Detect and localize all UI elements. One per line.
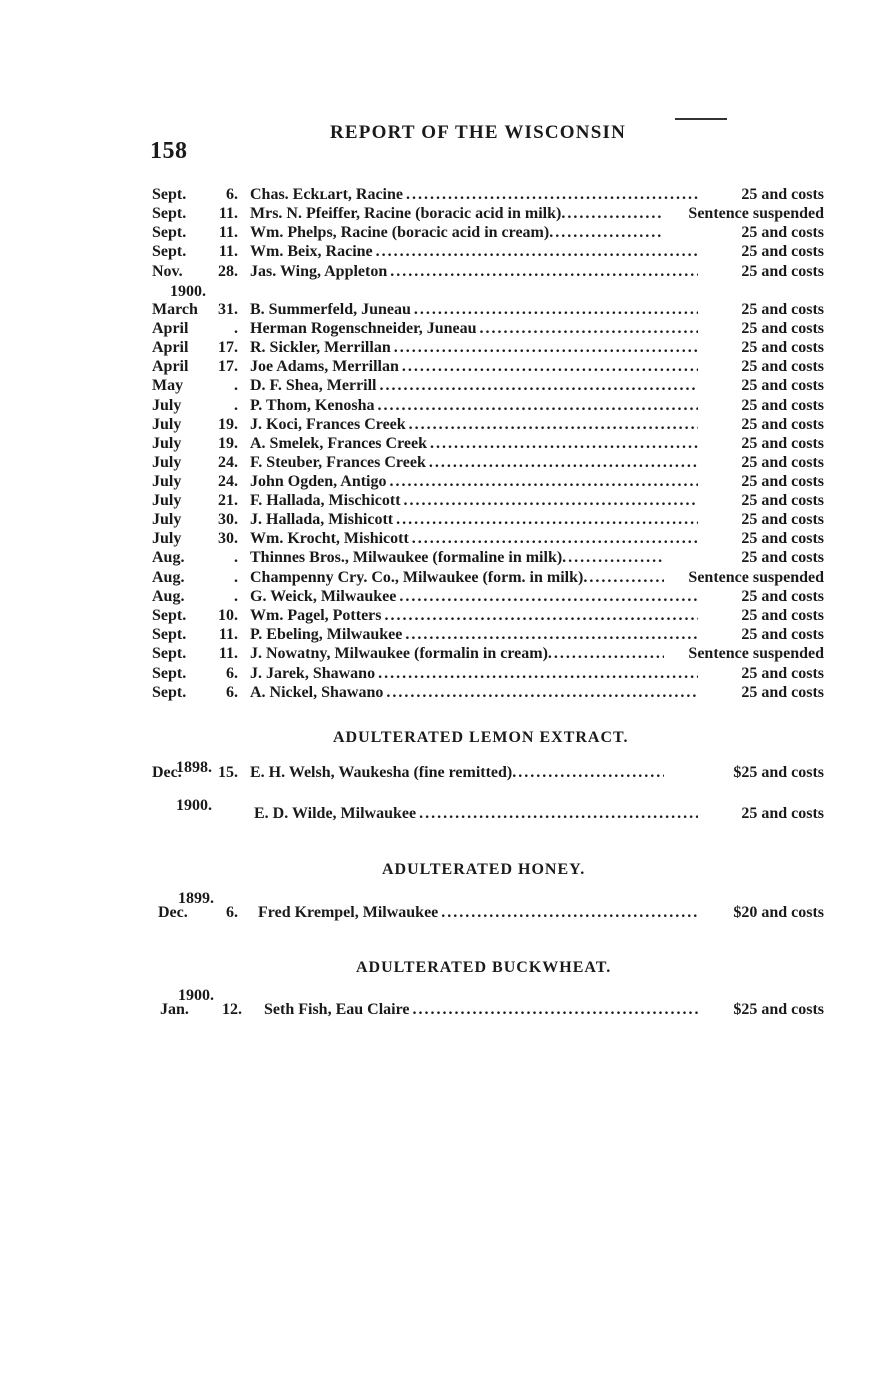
- page-number: 158: [150, 138, 188, 164]
- row-month: July: [152, 454, 182, 471]
- year-label: 1899.: [178, 890, 214, 907]
- running-head: REPORT OF THE WISCONSIN: [330, 122, 626, 143]
- row-penalty: 25 and costs: [741, 665, 824, 682]
- table-row: [152, 606, 824, 626]
- row-month: July: [152, 435, 182, 452]
- row-month: Aug.: [152, 588, 185, 605]
- row-penalty: 25 and costs: [741, 224, 824, 241]
- row-day: .: [234, 377, 238, 394]
- row-name: B. Summerfeld, Juneau . . .: [250, 300, 698, 320]
- row-penalty: $25 and costs: [733, 764, 824, 781]
- row-day: 6.: [226, 186, 238, 203]
- row-name: Herman Rogenschneider, Juneau . . .: [250, 319, 698, 339]
- table-row: [152, 338, 824, 358]
- row-name: F. Hallada, Mischicott . . .: [250, 491, 698, 511]
- row-penalty: 25 and costs: [741, 530, 824, 547]
- header-rule: [675, 118, 727, 120]
- row-day: 17.: [218, 358, 238, 375]
- row-penalty: 25 and costs: [741, 339, 824, 356]
- table-row: [152, 491, 824, 511]
- table-row: [152, 300, 824, 320]
- row-day: 24.: [218, 473, 238, 490]
- row-name: A. Nickel, Shawano . . .: [250, 683, 698, 703]
- row-name: D. F. Shea, Merrill . . .: [250, 376, 698, 396]
- row-name: E. D. Wilde, Milwaukee . . .: [254, 804, 698, 824]
- row-penalty: 25 and costs: [741, 684, 824, 701]
- year-label: 1900.: [170, 283, 206, 300]
- row-day: 11.: [218, 645, 238, 662]
- table-row: [152, 376, 824, 396]
- row-month: Nov.: [152, 263, 183, 280]
- row-day: 10.: [218, 607, 238, 624]
- row-penalty: 25 and costs: [741, 435, 824, 452]
- row-day: .: [234, 549, 238, 566]
- row-penalty: 25 and costs: [741, 263, 824, 280]
- row-name: Wm. Phelps, Racine (boracic acid in cream) . . .: [250, 223, 664, 243]
- table-row: [152, 644, 824, 664]
- table-row: [152, 415, 824, 435]
- row-month: Sept.: [152, 684, 187, 701]
- table-row: [152, 529, 824, 549]
- row-penalty: Sentence suspended: [688, 645, 824, 662]
- table-row: [152, 472, 824, 492]
- row-penalty: 25 and costs: [741, 416, 824, 433]
- row-penalty: Sentence suspended: [688, 569, 824, 586]
- row-name: Seth Fish, Eau Claire . . .: [264, 1000, 698, 1020]
- row-penalty: 25 and costs: [741, 186, 824, 203]
- row-name: F. Steuber, Frances Creek . . .: [250, 453, 698, 473]
- row-penalty: 25 and costs: [741, 473, 824, 490]
- row-penalty: 25 and costs: [741, 588, 824, 605]
- row-penalty: 25 and costs: [741, 549, 824, 566]
- row-name: P. Thom, Kenosha . . .: [250, 396, 698, 416]
- row-penalty: $20 and costs: [733, 904, 824, 921]
- row-penalty: 25 and costs: [741, 301, 824, 318]
- table-row: [152, 587, 824, 607]
- row-day: .: [234, 569, 238, 586]
- row-month: July: [152, 397, 182, 414]
- section-title-honey: ADULTERATED HONEY.: [382, 861, 586, 878]
- row-day: 28.: [218, 263, 238, 280]
- row-day: 11.: [218, 224, 238, 241]
- row-penalty: 25 and costs: [741, 377, 824, 394]
- row-month: Sept.: [152, 186, 187, 203]
- row-day: 11.: [218, 626, 238, 643]
- row-month: Sept.: [152, 607, 187, 624]
- table-row: [152, 903, 824, 923]
- row-month: Sept.: [152, 626, 187, 643]
- table-row: [152, 510, 824, 530]
- table-row: [152, 262, 824, 282]
- row-day: 30.: [218, 511, 238, 528]
- row-penalty: 25 and costs: [741, 626, 824, 643]
- row-name: Jas. Wing, Appleton . . .: [250, 262, 698, 282]
- year-label: 1900.: [176, 797, 212, 814]
- row-penalty: 25 and costs: [741, 454, 824, 471]
- table-row: [152, 1000, 824, 1020]
- row-day: 15.: [218, 764, 238, 781]
- table-row: [152, 204, 824, 224]
- row-name: Fred Krempel, Milwaukee . . .: [258, 903, 698, 923]
- row-name: Chas. Eckʟart, Racine . . .: [250, 185, 698, 205]
- table-row: [152, 185, 824, 205]
- row-month: Aug.: [152, 569, 185, 586]
- table-row: [152, 683, 824, 703]
- row-name: Joe Adams, Merrillan . . .: [250, 357, 698, 377]
- row-name: P. Ebeling, Milwaukee . . .: [250, 625, 698, 645]
- row-month: July: [152, 492, 182, 509]
- row-day: .: [234, 320, 238, 337]
- row-day: 6.: [226, 904, 238, 921]
- table-row: [152, 804, 824, 824]
- row-day: 24.: [218, 454, 238, 471]
- row-day: 11.: [218, 243, 238, 260]
- table-row: [152, 434, 824, 454]
- row-month: Sept.: [152, 243, 187, 260]
- table-row: [152, 319, 824, 339]
- row-month: Dec.: [158, 904, 188, 921]
- row-name: A. Smelek, Frances Creek . . .: [250, 434, 698, 454]
- row-day: 21.: [218, 492, 238, 509]
- row-penalty: Sentence suspended: [688, 205, 824, 222]
- row-day: 19.: [218, 416, 238, 433]
- row-day: 11.: [218, 205, 238, 222]
- row-day: 6.: [226, 684, 238, 701]
- year-label: 1900.: [178, 987, 214, 1004]
- row-penalty: $25 and costs: [733, 1001, 824, 1018]
- row-month: Sept.: [152, 205, 187, 222]
- row-name: J. Jarek, Shawano . . .: [250, 664, 698, 684]
- row-penalty: 25 and costs: [741, 492, 824, 509]
- row-month: Jan.: [160, 1001, 189, 1018]
- row-day: 31.: [218, 301, 238, 318]
- year-label: 1898.: [176, 759, 212, 776]
- table-row: [152, 548, 824, 568]
- row-day: 12.: [222, 1001, 242, 1018]
- row-month: April: [152, 320, 189, 337]
- row-name: J. Nowatny, Milwaukee (formalin in cream) . . .: [250, 644, 664, 664]
- row-day: .: [234, 588, 238, 605]
- row-month: Dec.: [152, 764, 182, 781]
- section-title-lemon: ADULTERATED LEMON EXTRACT.: [333, 729, 629, 746]
- row-name: Champenny Cry. Co., Milwaukee (form. in milk) . . .: [250, 568, 664, 588]
- row-day: 6.: [226, 665, 238, 682]
- row-month: April: [152, 358, 189, 375]
- row-month: July: [152, 473, 182, 490]
- row-name: J. Koci, Frances Creek . . .: [250, 415, 698, 435]
- row-day: .: [234, 397, 238, 414]
- row-penalty: 25 and costs: [741, 511, 824, 528]
- row-month: Aug.: [152, 549, 185, 566]
- row-month: April: [152, 339, 189, 356]
- section-title-buckwheat: ADULTERATED BUCKWHEAT.: [356, 959, 612, 976]
- row-month: July: [152, 511, 182, 528]
- row-penalty: 25 and costs: [741, 805, 824, 822]
- row-name: Thinnes Bros., Milwaukee (formaline in milk) . . .: [250, 548, 664, 568]
- row-name: R. Sickler, Merrillan . . .: [250, 338, 698, 358]
- row-day: 30.: [218, 530, 238, 547]
- row-name: G. Weick, Milwaukee . . .: [250, 587, 698, 607]
- table-row: [152, 625, 824, 645]
- row-name: Wm. Beix, Racine . . .: [250, 242, 698, 262]
- row-penalty: 25 and costs: [741, 607, 824, 624]
- row-month: Sept.: [152, 645, 187, 662]
- row-month: Sept.: [152, 224, 187, 241]
- row-name: Mrs. N. Pfeiffer, Racine (boracic acid in milk) . . .: [250, 204, 664, 224]
- row-month: May: [152, 377, 184, 394]
- row-month: March: [152, 301, 198, 318]
- row-name: J. Hallada, Mishicott . . .: [250, 510, 698, 530]
- row-day: 17.: [218, 339, 238, 356]
- table-row: [152, 396, 824, 416]
- table-row: [152, 242, 824, 262]
- row-month: July: [152, 416, 182, 433]
- row-day: 19.: [218, 435, 238, 452]
- row-month: Sept.: [152, 665, 187, 682]
- table-row: [152, 568, 824, 588]
- row-name: John Ogden, Antigo . . .: [250, 472, 698, 492]
- row-penalty: 25 and costs: [741, 358, 824, 375]
- row-penalty: 25 and costs: [741, 320, 824, 337]
- table-row: [152, 763, 824, 783]
- table-row: [152, 223, 824, 243]
- row-name: E. H. Welsh, Waukesha (fine remitted) . . .: [250, 763, 664, 783]
- table-row: [152, 453, 824, 473]
- table-row: [152, 357, 824, 377]
- row-month: July: [152, 530, 182, 547]
- row-name: Wm. Pagel, Potters . . .: [250, 606, 698, 626]
- table-row: [152, 664, 824, 684]
- row-penalty: 25 and costs: [741, 243, 824, 260]
- row-name: Wm. Krocht, Mishicott . . .: [250, 529, 698, 549]
- row-penalty: 25 and costs: [741, 397, 824, 414]
